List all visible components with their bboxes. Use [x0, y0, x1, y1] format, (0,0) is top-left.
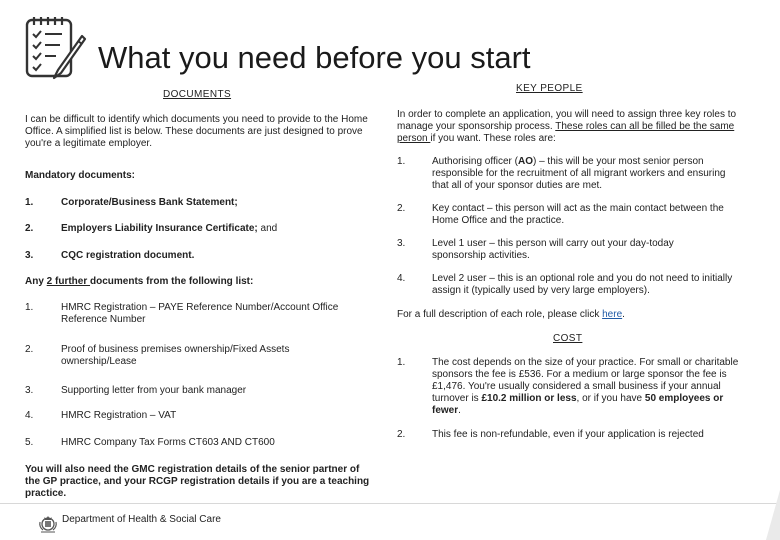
key-people-heading: KEY PEOPLE [516, 83, 583, 94]
gmc-note: You will also need the GMC registration details of the senior partner of the GP practice, and your RCGP registration details if you are a teaching practice. [25, 464, 370, 499]
page-title: What you need before you start [98, 40, 531, 75]
list-item: Level 1 user – this person will carry out your day-today sponsorship activities. [432, 238, 674, 261]
list-number: 2. [25, 223, 34, 234]
list-item: HMRC Registration – VAT [61, 410, 177, 421]
key-people-intro: In order to complete an application, you will need to assign three key roles to manage your sponsorship process. These roles can all be filled be the same person if you want. These roles are: [397, 109, 737, 144]
list-item: Level 2 user – this is an optional role and you do not need to initially assign it (typically used by very large employers). [432, 273, 733, 296]
checklist-pencil-icon [24, 14, 88, 82]
list-item: The cost depends on the size of your practice. For small or charitable sponsors the fee is £536. For a medium or large sponsor the fee is £1,476. You're usually considered a small business if your annual turnover is £10.2 million or less, or if you have 50 employees or fewer. [432, 357, 739, 416]
department-name: Department of Health & Social Care [62, 514, 221, 525]
list-number: 2. [397, 203, 406, 214]
footer-divider [0, 503, 780, 504]
list-item: Authorising officer (AO) – this will be your most senior person responsible for the recruitment of all migrant workers and ensuring that all of your sponsor duties are met. [432, 156, 726, 191]
list-number: 1. [397, 156, 406, 167]
cost-heading: COST [553, 333, 583, 344]
here-link[interactable]: here [602, 309, 623, 320]
list-number: 1. [25, 197, 34, 208]
list-item: CQC registration document. [61, 250, 195, 261]
further-label: Any 2 further documents from the following list: [25, 276, 254, 287]
list-number: 3. [25, 385, 34, 396]
list-number: 1. [25, 302, 34, 313]
list-item: Supporting letter from your bank manager [61, 385, 247, 396]
list-number: 5. [25, 437, 34, 448]
list-number: 3. [397, 238, 406, 249]
list-item: Proof of business premises ownership/Fixed Assets ownership/Lease [61, 344, 290, 367]
list-number: 2. [397, 429, 406, 440]
mandatory-label: Mandatory documents: [25, 170, 136, 181]
list-item: HMRC Company Tax Forms CT603 AND CT600 [61, 437, 275, 448]
list-number: 1. [397, 357, 406, 368]
list-number: 3. [25, 250, 34, 261]
list-item: Employers Liability Insurance Certificate; and [61, 223, 278, 234]
full-description: For a full description of each role, please click here. [397, 309, 625, 320]
list-number: 4. [397, 273, 406, 284]
list-item: Key contact – this person will act as the main contact between the Home Office and the practice. [432, 203, 724, 226]
list-item: Corporate/Business Bank Statement; [61, 197, 238, 208]
list-number: 4. [25, 410, 34, 421]
documents-intro: I can be difficult to identify which documents you need to provide to the Home Office. A simplified list is below. These documents are just designed to prove you're a legitimate employer. [25, 114, 368, 149]
documents-heading: DOCUMENTS [163, 89, 232, 100]
corner-decoration [766, 490, 780, 540]
list-item: HMRC Registration – PAYE Reference Number/Account Office Reference Number [61, 302, 339, 325]
royal-crest-icon [37, 512, 59, 534]
list-item: This fee is non-refundable, even if your application is rejected [432, 429, 704, 440]
list-number: 2. [25, 344, 34, 355]
